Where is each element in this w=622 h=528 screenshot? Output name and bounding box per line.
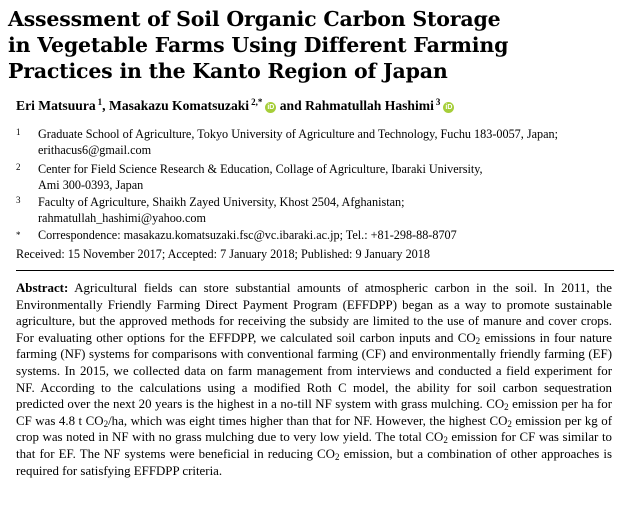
abstract-text: emission, but a combination of other approaches is required for satisfying EFFDPP criteria. [16,446,612,478]
affiliation-email[interactable]: rahmatullah_hashimi@yahoo.com [38,210,206,225]
divider [16,270,614,271]
orcid-icon[interactable]: iD [267,104,275,111]
abstract-label: Abstract: [16,281,69,295]
subscript: 2 [475,335,481,346]
affiliation [16,195,616,226]
author-affil-mark: 2,* [251,97,263,107]
abstract-text: emission per ha for CF was 4.8 t CO [16,397,612,428]
affiliation-number: * [16,230,21,240]
subscript: 2 [504,402,509,413]
subscript: 2 [507,418,512,429]
affiliation-email[interactable]: erithacus6@gmail.com [38,142,152,157]
abstract-text: emissions in four nature farming (NF) systems for comparisons with conventional farming (CF) and environmentally friendly farming (EF) systems. In 2015, we collected data on farm management from interviews and conducted a field experiment for NF. According to the calculations using a modified Roth C model, the ability for soil carbon sequestration predicted over the next 20 years is the highest in a no-till NF system with grass mulching. CO [16,330,613,412]
author-separator: , [102,98,106,113]
paper-title [8,6,608,84]
correspondence [16,228,616,244]
author-affil-mark: 1 [97,97,103,107]
affiliation [16,162,616,193]
affiliation-number: 3 [16,195,21,205]
author-name: Rahmatullah Hashimi [305,98,434,113]
title-line: Assessment of Soil Organic Carbon Storage [8,7,501,31]
abstract-text: emission for CF was similar to that for EF. The NF systems were beneficial in reducing CO [16,430,612,461]
subscript: 2 [334,451,340,462]
orcid-icon[interactable]: iD [445,104,453,111]
author-affil-mark: 3 [435,97,441,107]
subscript: 2 [103,418,109,429]
abstract-text: Agricultural fields can store substantial amounts of atmospheric carbon in the soil. In 2011, the Environmentally Friendly Farming Direct Payment Program (EFFDPP) began as a way to promote sustainable agriculture, but the approved methods for receiving the subsidy are limited to the use of manure and cover crops. For evaluating other options for the EFFDPP, we calculated soil carbon inputs and CO [16,281,612,345]
subscript: 2 [443,435,448,446]
affiliation-line: Ami 300-0393, Japan [38,177,144,192]
author-separator: and [279,98,302,113]
author-list [16,97,454,114]
affiliation [16,127,616,158]
abstract [16,280,612,479]
author-name: Eri Matsuura [16,98,96,113]
affiliation-line: Graduate School of Agriculture, Tokyo University of Agriculture and Technology, Fuchu 183-0057, Japan; [38,127,558,141]
title-line: in Vegetable Farms Using Different Farming [8,33,509,57]
correspondence-line[interactable]: Correspondence: masakazu.komatsuzaki.fsc@vc.ibaraki.ac.jp; Tel.: +81-298-88-8707 [38,228,457,242]
affiliation-line: Faculty of Agriculture, Shaikh Zayed University, Khost 2504, Afghanistan; [38,195,405,209]
affiliation-number: 1 [16,127,21,137]
abstract-text: /ha, which was eight times higher than that for NF. However, the highest CO [108,413,508,428]
author-name: Masakazu Komatsuzaki [108,98,250,113]
affiliation-number: 2 [16,162,21,172]
abstract-text: emission per kg of crop was noted in NF with no grass mulching due to very low yield. The total CO [16,413,612,445]
title-line: Practices in the Kanto Region of Japan [8,59,448,83]
publication-dates: Received: 15 November 2017; Accepted: 7 January 2018; Published: 9 January 2018 [16,247,430,261]
affiliation-line: Center for Field Science Research & Education, Collage of Agriculture, Ibaraki University, [38,162,483,176]
